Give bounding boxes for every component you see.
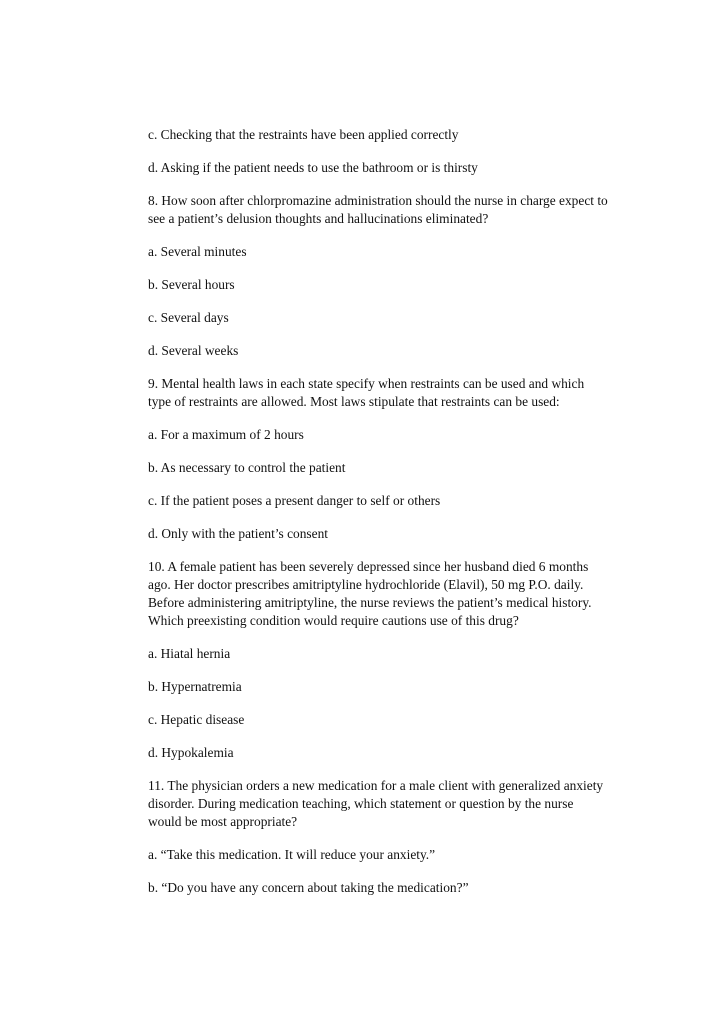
text-line: d. Asking if the patient needs to use the bathroom or is thirsty (148, 160, 478, 175)
answer-option-7c (148, 126, 648, 144)
answer-option-9d (148, 525, 648, 543)
text-line: b. Several hours (148, 277, 235, 292)
question-8 (148, 192, 648, 228)
answer-option-11a (148, 846, 648, 864)
answer-option-8a (148, 243, 648, 261)
text-line: c. Checking that the restraints have been applied correctly (148, 127, 459, 142)
text-line: 11. The physician orders a new medication for a male client with generalized anxiety (148, 778, 604, 793)
text-line: 10. A female patient has been severely depressed since her husband died 6 months (148, 559, 589, 574)
text-line: Which preexisting condition would require cautions use of this drug? (148, 613, 519, 628)
text-line: d. Several weeks (148, 343, 239, 358)
text-line: b. As necessary to control the patient (148, 460, 346, 475)
question-11 (148, 777, 648, 831)
question-9 (148, 375, 648, 411)
answer-option-8d (148, 342, 648, 360)
text-line: ago. Her doctor prescribes amitriptyline hydrochloride (Elavil), 50 mg P.O. daily. (148, 577, 584, 592)
text-line: type of restraints are allowed. Most laws stipulate that restraints can be used: (148, 394, 560, 409)
answer-option-11b (148, 879, 648, 897)
answer-option-8c (148, 309, 648, 327)
text-line: a. Hiatal hernia (148, 646, 231, 661)
answer-option-9b (148, 459, 648, 477)
text-line: a. Several minutes (148, 244, 247, 259)
text-line: b. “Do you have any concern about taking the medication?” (148, 880, 469, 895)
answer-option-7d (148, 159, 648, 177)
text-line: see a patient’s delusion thoughts and hallucinations eliminated? (148, 211, 489, 226)
text-line: a. “Take this medication. It will reduce your anxiety.” (148, 847, 436, 862)
question-10 (148, 558, 648, 630)
text-line: d. Hypokalemia (148, 745, 234, 760)
answer-option-10a (148, 645, 648, 663)
text-line: d. Only with the patient’s consent (148, 526, 329, 541)
text-line: disorder. During medication teaching, which statement or question by the nurse (148, 796, 574, 811)
text-line: a. For a maximum of 2 hours (148, 427, 304, 442)
text-line: would be most appropriate? (148, 814, 298, 829)
answer-option-9c (148, 492, 648, 510)
text-line: 8. How soon after chlorpromazine administration should the nurse in charge expect to (148, 193, 608, 208)
document-page (148, 126, 648, 912)
text-line: c. Hepatic disease (148, 712, 245, 727)
text-line: c. If the patient poses a present danger to self or others (148, 493, 441, 508)
text-line: 9. Mental health laws in each state specify when restraints can be used and which (148, 376, 585, 391)
answer-option-10b (148, 678, 648, 696)
text-line: c. Several days (148, 310, 229, 325)
text-line: b. Hypernatremia (148, 679, 242, 694)
answer-option-8b (148, 276, 648, 294)
answer-option-10c (148, 711, 648, 729)
answer-option-9a (148, 426, 648, 444)
answer-option-10d (148, 744, 648, 762)
text-line: Before administering amitriptyline, the nurse reviews the patient’s medical history. (148, 595, 592, 610)
